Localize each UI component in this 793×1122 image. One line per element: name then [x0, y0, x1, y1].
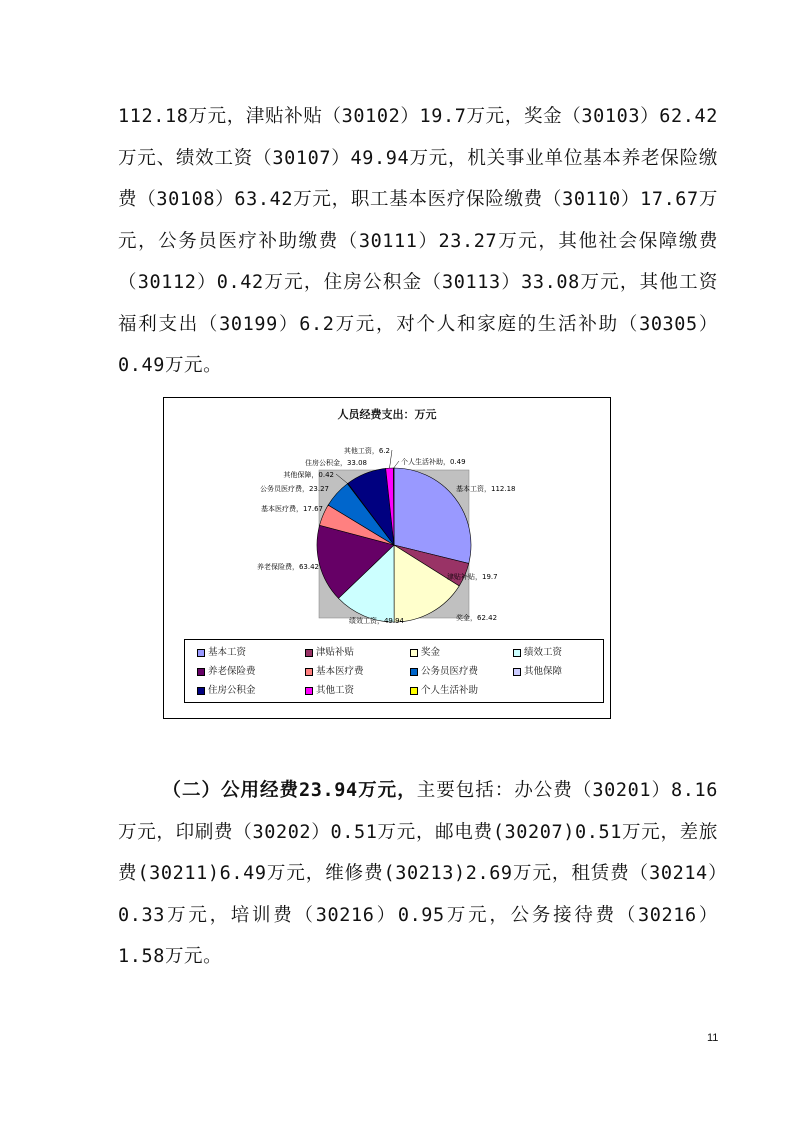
legend-label: 养老保险费	[208, 666, 256, 677]
legend-label: 公务员医疗费	[421, 666, 479, 677]
legend-item-6	[305, 663, 364, 677]
legend-item-1	[197, 644, 246, 658]
legend-swatch	[197, 649, 205, 657]
legend-label: 基本工资	[208, 647, 247, 658]
pie-data-label-8: 其他保障，0.42	[283, 471, 334, 479]
legend-item-9	[197, 682, 256, 696]
pie-data-label-10: 其他工资，6.2	[343, 447, 390, 455]
legend-swatch	[305, 668, 313, 676]
pie-chart	[164, 398, 610, 638]
legend-label: 其他工资	[316, 685, 355, 696]
chart-legend	[184, 639, 604, 703]
legend-item-4	[513, 644, 562, 658]
paragraph-body: 主要包括：办公费（30201）8.16万元，印刷费（30202）0.51万元，邮电费(30207)0.51万元，差旅费(30211)6.49万元，维修费(30213)2.69万元，租赁费（30214）0.33万元，培训费（30216）0.95万元，公务接待费（30216）1.58万元。	[118, 780, 718, 967]
legend-swatch	[513, 668, 521, 676]
legend-label: 绩效工资	[524, 647, 563, 658]
pie-data-label-3: 奖金，62.42	[456, 614, 498, 622]
legend-item-7	[410, 663, 478, 677]
chart-title: 人员经费支出：万元	[337, 408, 437, 421]
pie-data-label-2: 津贴补贴，19.7	[447, 573, 498, 581]
legend-label: 其他保障	[524, 666, 563, 677]
legend-item-5	[197, 663, 256, 677]
legend-item-2	[305, 644, 354, 658]
page-number: 11	[707, 1032, 719, 1044]
pie-data-label-1: 基本工资，112.18	[456, 485, 516, 493]
legend-item-10	[305, 682, 354, 696]
legend-swatch	[197, 687, 205, 695]
pie-data-label-5: 养老保险费，63.42	[256, 563, 319, 571]
legend-swatch	[305, 687, 313, 695]
legend-swatch	[410, 649, 418, 657]
section-heading: （二）公用经费23.94万元，	[162, 780, 417, 801]
legend-swatch	[410, 687, 418, 695]
legend-item-11	[410, 682, 478, 696]
legend-swatch	[197, 668, 205, 676]
legend-swatch	[410, 668, 418, 676]
legend-label: 奖金	[421, 647, 441, 658]
pie-data-label-9: 住房公积金，33.08	[304, 459, 367, 467]
pie-data-label-7: 公务员医疗费，23.27	[259, 485, 329, 493]
paragraph-public-expenses	[118, 770, 718, 978]
pie-chart-frame	[163, 397, 611, 719]
legend-item-3	[410, 644, 440, 658]
pie-data-label-11: 个人生活补助，0.49	[401, 458, 466, 466]
legend-label: 住房公积金	[208, 685, 256, 696]
legend-swatch	[513, 649, 521, 657]
pie-leader-line-11	[394, 461, 399, 468]
pie-data-label-6: 基本医疗费，17.67	[260, 505, 323, 513]
legend-item-8	[513, 663, 562, 677]
legend-label: 个人生活补助	[421, 685, 479, 696]
legend-label: 津贴补贴	[316, 647, 355, 658]
legend-label: 基本医疗费	[316, 666, 364, 677]
pie-data-label-4: 绩效工资，49.94	[348, 617, 404, 625]
paragraph-staff-expenses: 112.18万元，津贴补贴（30102）19.7万元，奖金（30103）62.42万元、绩效工资（30107）49.94万元，机关事业单位基本养老保险缴费（30108）63.42万元，职工基本医疗保险缴费（30110）17.67万元，公务员医疗补助缴费（30111）23.27万元，其他社会保障缴费（30112）0.42万元，住房公积金（30113）33.08万元，其他工资福利支出（30199）6.2万元，对个人和家庭的生活补助（30305）0.49万元。	[118, 106, 718, 376]
legend-swatch	[305, 649, 313, 657]
